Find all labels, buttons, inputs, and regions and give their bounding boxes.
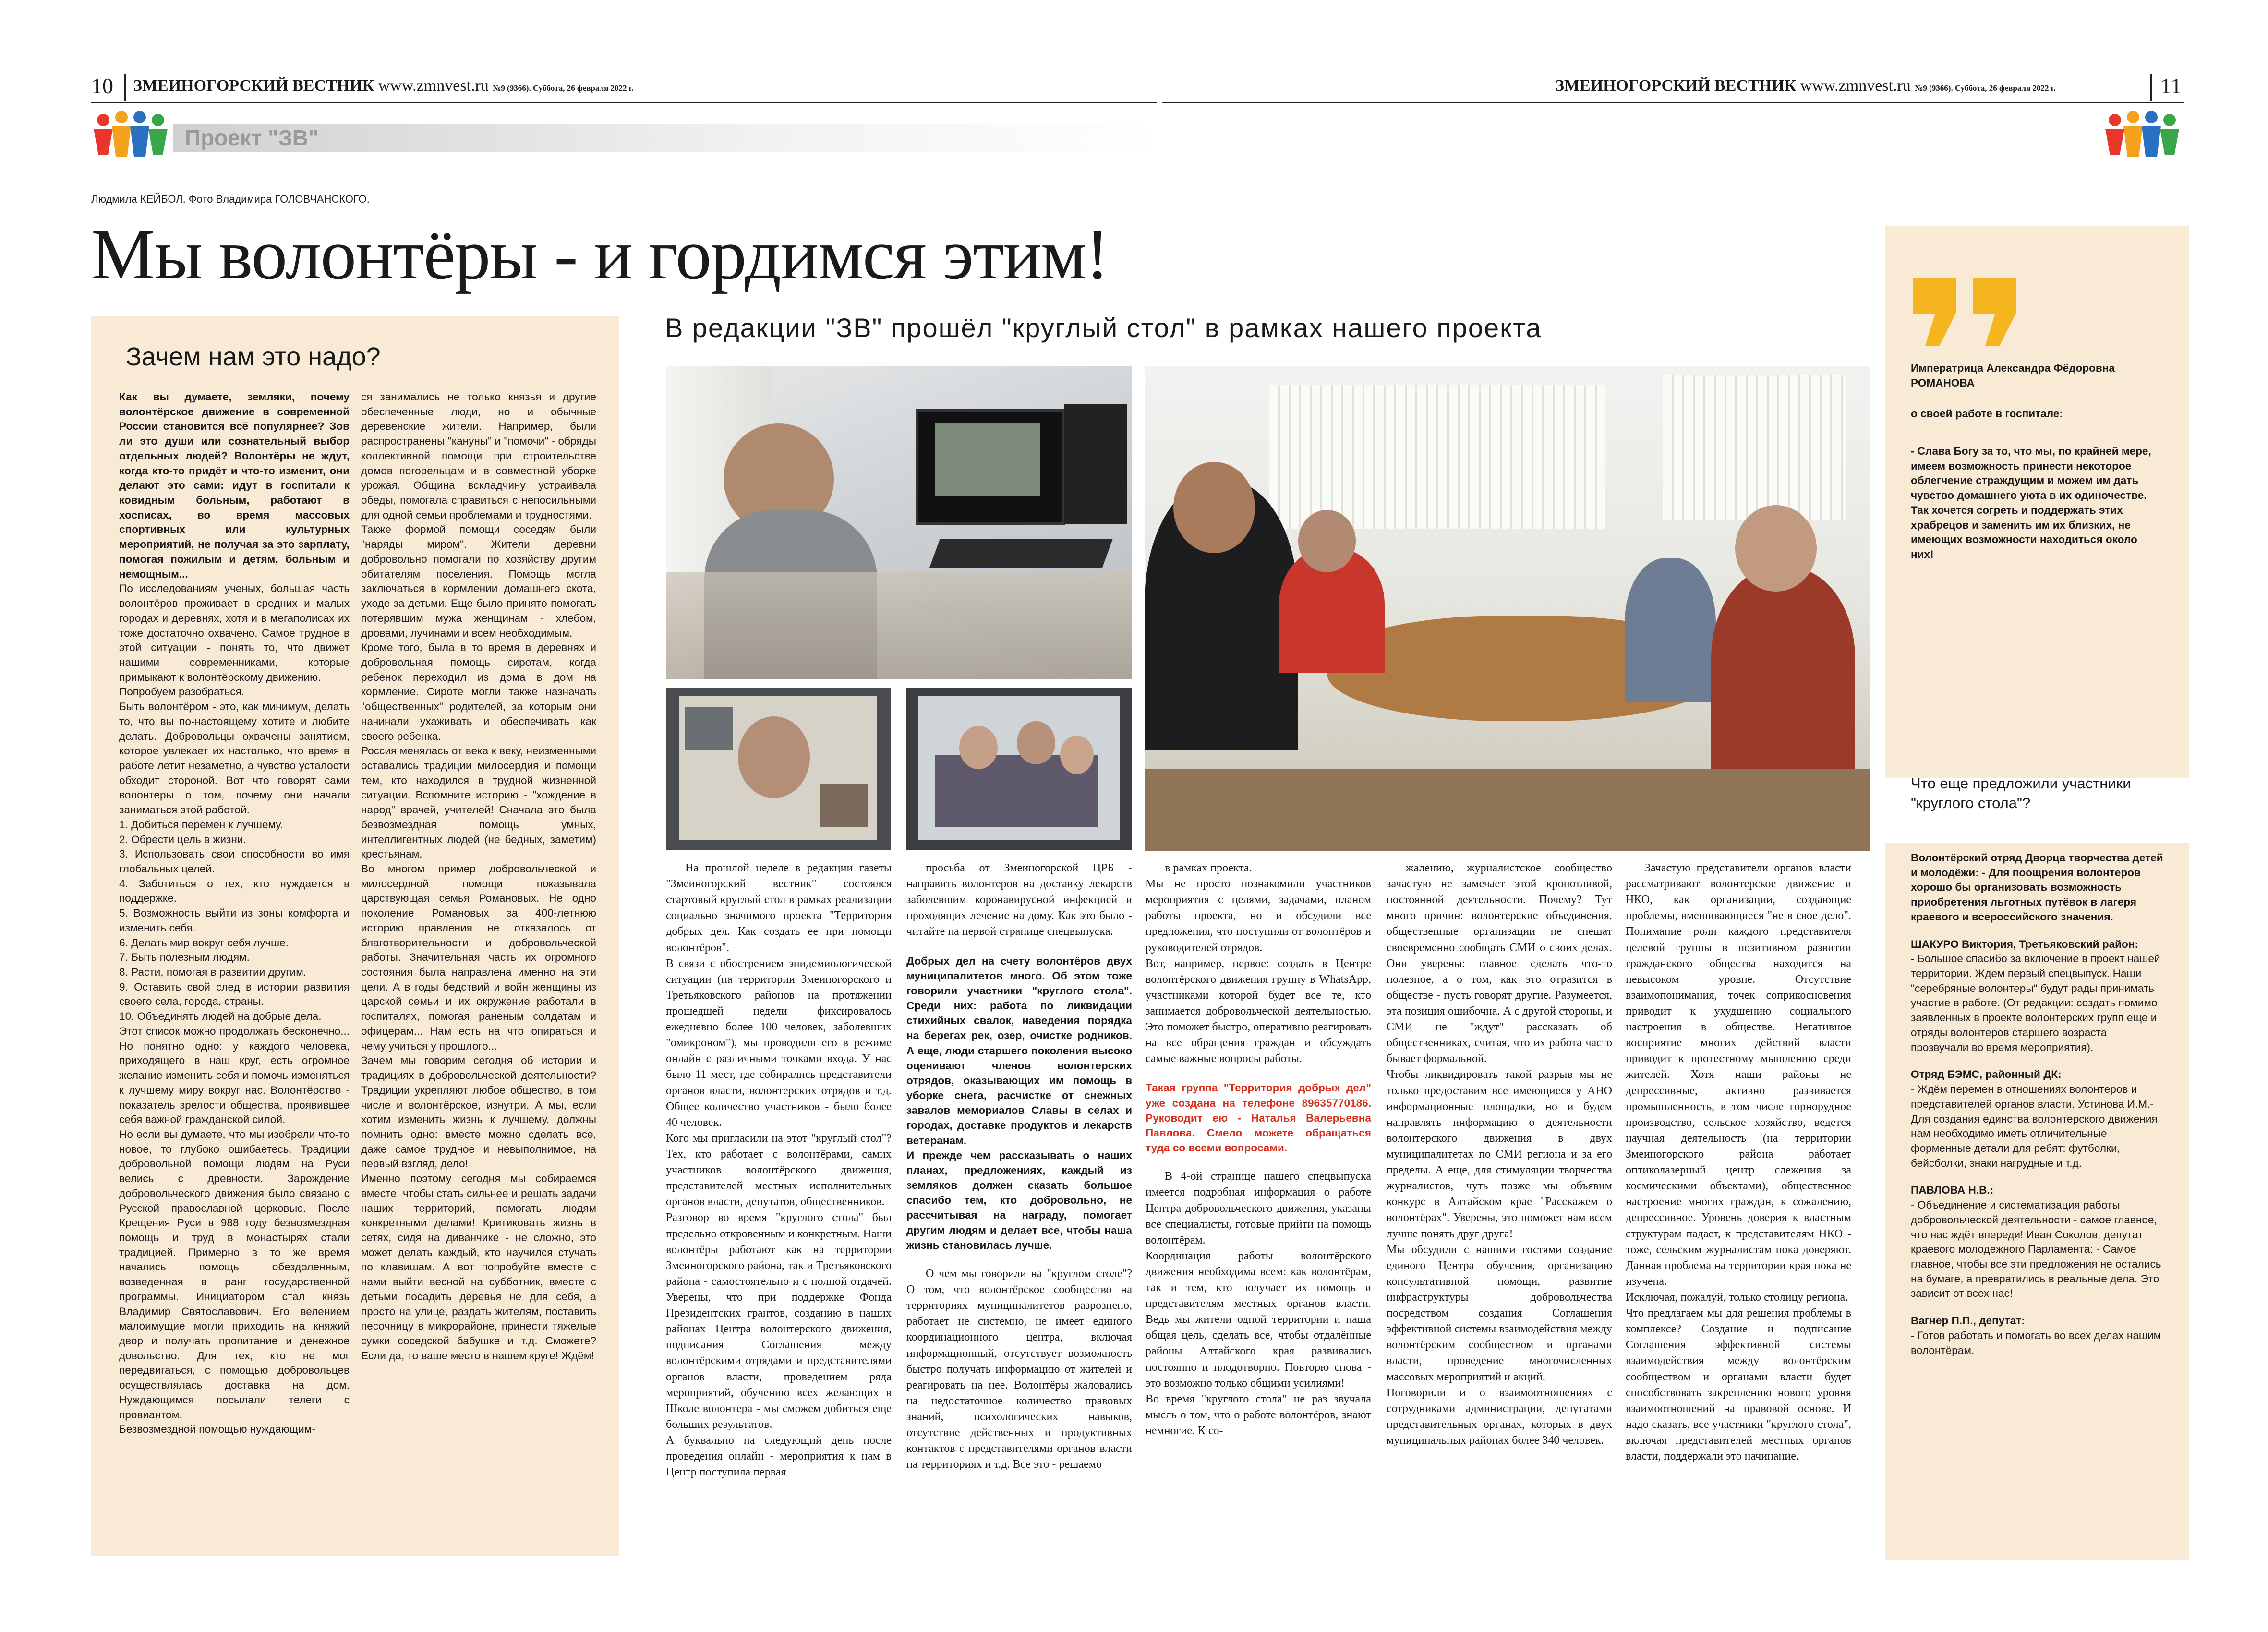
- photo-round-table: [1145, 366, 1870, 851]
- offer-item: [1911, 1067, 2165, 1171]
- offer-item: [1911, 1183, 2165, 1301]
- quote-marks-icon: [1913, 278, 2024, 348]
- quote-text: - Слава Богу за то, что мы, по крайней мере, имеем возможность принести некоторое облегчение страждущим и можем им дать чувство домашнего уюта в их одиночестве. Так хочется согреть и поддержать этих храбрецов и заменить им их близких, не имеющих возможности находиться около них!: [1911, 445, 2151, 561]
- body-col3-highlight: Такая группа "Территория добрых дел" уже создана на телефоне 89635770186. Руководит ею - Наталья Валерьевна Павлова. Смело можете обращаться туда со всеми вопросами.: [1146, 1082, 1371, 1154]
- offer-text: - Для поощрения волонтеров хорошо бы организовать возможность приобретения льготных путёвок в лагеря краевого и всероссийского значения.: [1911, 866, 2141, 923]
- offer-author: ШАКУРО Виктория, Третьяковский район:: [1911, 938, 2139, 950]
- sidebar-column-1: [119, 390, 350, 1552]
- offer-text: - Объединение и систематизация работы добровольческой деятельности - самое главное, что нас ждёт впереди! Иван Соколов, депутат краевого молодежного Парламента: - Самое главное, чтобы все эти предложения не остались на бумаге, а превратились в реальные дела. Это зависит от всех нас!: [1911, 1199, 2161, 1300]
- left-issue: №9 (9366). Суббота, 26 февраля 2022 г.: [493, 84, 634, 93]
- offer-author: Отряд БЭМС, районный ДК:: [1911, 1068, 2062, 1081]
- sidebar-heading: Зачем нам это надо?: [126, 342, 381, 371]
- sidebar-column-2: [361, 390, 596, 1552]
- quote-author: Императрица Александра Фёдоровна РОМАНОВА: [1911, 362, 2115, 389]
- offer-author: Волонтёрский отряд Дворца творчества детей и молодёжи:: [1911, 852, 2163, 879]
- sidebar-col1-text: По исследованиям ученых, большая часть волонтёров проживает в средних и малых городах и деревнях, хотя и в мегаполисах их тоже достаточно охвачено. Самое трудное в этой ситуации - понять то, что движет нашими современниками, которые примыкают к волонтёрскому движению. Попробуем разобраться. Быть волонтёром - это, как минимум, делать то, что вы по-настоящему хотите и любите делать. Добровольцы охвачены занятием, которое увлекает их настолько, что время в работе летит незаметно, а чувство усталости обходит стороной. Вот что говорят сами волонтеры о том, почему они начали заниматься этой работой. 1. Добиться перемен к лучшему. 2. Обрести цель в жизни. 3. Использовать свои способности во имя глобальных целей. 4. Заботиться о тех, кто нуждается в поддержке. 5. Возможность выйти из зоны комфорта и изменить себя. 6. Делать мир вокруг себя лучше. 7. Быть полезным людям. 8. Расти, помогая в развитии другим. 9. Оставить свой след в истории развития своего села, города, страны. 10. Объединять людей на добрые дела. Этот список можно продолжать бесконечно... Но понятно одно: у каждого человека, приходящего в наш круг, есть огромное желание изменить себя и помочь изменяться к лучшему миру вокруг нас. Волонтёрство - показатель зрелости общества, проявившее себя важной гражданской силой. Но если вы думаете, что мы изобрели что-то новое, то глубоко ошибаетесь. Традиции добровольной помощи людям на Руси велись с древности. Зарождение добровольческого движения было связано с Русской православной церковью. После Крещения Руси в 988 году безвозмездная помощь и труд в монастырях стали традицией. Примерно в то же время начались помощь обездоленным, возведенная в ранг государственной программы. Инициатором стал князь Владимир Святославович. Его велением малоимущие могли приходить на княжий двор и получать пропитание и денежное довольство. Для тех, кто не мог передвигаться, с помощью добровольцев осуществлялась доставка на дом. Нуждающимся посылали телеги с провиантом. Безвозмездной помощью нуждающим-: [119, 582, 350, 1436]
- offer-text: - Ждём перемен в отношениях волонтеров и представителей органов власти. Устинова И.М.- Для создания единства волонтерского движения нам необходимо иметь отличительные форменные детали для ребят: футболки, бейсболки, знаки нагрудные и т.д.: [1911, 1083, 2158, 1169]
- left-site: www.zmnvest.ru: [378, 77, 489, 95]
- body-col3-top: в рамках проекта. Мы не просто познакомили участников мероприятия с целями, задачами, планом работы проекта, но и обсудили все предложения, что поступили от волонтёров и руководителей отрядов. Вот, например, первое: создать в Центре волонтёрского движения группу в WhatsApp, участниками которой будет все те, кто занимается добровольческой деятельностью. Это поможет быстро, оперативно реагировать на все обращения граждан и обсуждать самые важные вопросы работы.: [1146, 862, 1371, 1065]
- left-page-number: 10: [91, 73, 113, 98]
- body-col3-bottom: В 4-ой странице нашего спецвыпуска имеется подробная информация о работе Центра добровольческого движения, указаны все специалисты, готовые прийти на помощь волонтёрам. Координация работы волонтёрского движения необходима всем: как волонтёрам, так и тем, кто получает их помощь и представителям местных органов власти. Ведь мы жители одной территории и наша общая цель, сделать все, чтобы отдалённые районы Алтайского края развивались постоянно и плодотворно. Повторю снова - это возможно только общими усилиями! Во время "круглого стола" не раз звучала мысль о том, что о работе волонтёров, знают немногие. К со-: [1146, 1170, 1371, 1438]
- body-col4-text: жалению, журналистское сообщество зачастую не замечает этой кропотливой, постоянной деятельности. Почему? Тут много причин: волонтерские объединения, общественные организации не спешат своевременно сообщать СМИ о своих делах. Они уверены: главное сделать что-то полезное, а о том, как это отразится в обществе - пусть говорят другие. Разумеется, эта позиция ошибочна. А с другой стороны, и СМИ не "ждут" рассказать об общественниках, считая, что их работа часто бывает формальной. Чтобы ликвидировать такой разрыв мы не только предоставим все имеющиеся у АНО информационные площадки, но и будем направлять информацию о деятельности волонтерского движения в двух муниципалитетах по СМИ региона и за его пределы. А еще, для стимуляции творчества журналистов, чуть позже мы объявим конкурс в Алтайском крае "Расскажем о волонтёрах". Уверены, это поможет нам всем лучше понять друг друга! Мы обсудили с нашими гостями создание единого Центра обучения, организацию консультативной помощи, развитие инфраструктуры добровольчества посредством создания Соглашения эффективной системы взаимодействия между волонтёрским сообществом и органами власти, проведение многочисленных массовых мероприятий и акций. Поговорили и о взаимоотношениях с сотрудниками администрации, депутатами представительных органах, которых в двух муниципальных районах более 340 человек.: [1387, 862, 1612, 1447]
- offer-author: Вагнер П.П., депутат:: [1911, 1315, 2025, 1327]
- body-column-1: [666, 860, 892, 1561]
- left-header: [133, 77, 634, 95]
- offers-list: [1911, 851, 2165, 1552]
- photo-man-at-computer: [666, 366, 1132, 679]
- body-column-3: [1146, 860, 1371, 1561]
- people-logo-icon: [2100, 109, 2184, 162]
- quote-context: о своей работе в госпитале:: [1911, 408, 2063, 420]
- body-column-2: [906, 860, 1132, 1561]
- offer-item: [1911, 1314, 2165, 1358]
- body-column-4: [1387, 860, 1612, 1561]
- sidebar-col2-text: ся занимались не только князья и другие обеспеченные люди, но и обычные деревенские жители. Например, были распространены "кануны" и "помочи" - обряды коллективной помощи при строительстве домов погорельцам и в совместной уборке урожая. Община вскладчину устраивала обеды, помогала справиться с непосильными для одной семьи проблемами и трудностями. Также формой помощи соседям были "наряды миром". Жители деревни добровольно помогали по хозяйству другим обитателям поселения. Помощь могла заключаться в кормлении домашнего скота, уходе за детьми. Еще было принято помогать потерявшим мужа женщинам - хлебом, дровами, лучинами и всем необходимым. Кроме того, была в то время в деревнях и добровольная помощь сиротам, когда ребенок переходил из дома в дом на кормление. Сироте могли также назначать "общественных" родителей, за которым они начинали ухаживать и обеспечивать как своего ребенка. Россия менялась от века к веку, неизменными оставались традиции милосердия и помощи тем, кто находился в трудной жизненной ситуации. Вспомните историю - "хождение в народ" врачей, учителей! Сначала это была безвозмездная помощь умных, интеллигентных людей (не бедных, заметим) крестьянам. Во многом пример добровольческой и милосердной помощи показывала царствующая семья Романовых. Не одно поколение Романовых за 400-летнюю историю правления не отказалось от благотворительности и добровольческой работы. Значительная часть их огромного состояния была направлена именно на эти цели. А в годы бедствий и войн женщины из царской семьи и их окружение работали в госпиталях, помогая раненым солдатам и офицерам... Нам есть на что опираться и чему учиться у прошлого... Зачем мы говорим сегодня об истории и традициях в добровольческой деятельности? Традиции укрепляют любое общество, в том числе и волонтёрское, изнутри. А мы, если хотим изменить жизнь к лучшему, должны помнить одно: вместе можно сделать все, даже самое трудное и невыполнимое, на первый взгляд, дело! Именно поэтому сегодня мы собираемся вместе, чтобы стать сильнее и решать задачи наших территорий, помогать людям конкретными делами! Критиковать жизнь в сетях, сидя на диванчике - не сложно, это может делать каждый, кто научился стучать по клавишам. А вот попробуйте вместе с нами выйти весной на субботник, вместе с детьми посадить деревья не для себя, а просто на улице, раздать жителям, поставить песочницу в микрорайоне, принести тяжелые сумки соседской бабушке и т.д. Сможете? Если да, то ваше место в нашем круге! Ждём!: [361, 391, 596, 1362]
- sidebar-intro: Как вы думаете, земляки, почему волонтёрское движение в современной России становится всё популярнее? Зов ли это души или сознательный выбор отдельных людей? Волонтёры не ждут, когда кто-то придёт и что-то изменит, они делают это сами: идут в госпитали к ковидным больным, работают в хосписах, во время массовых спортивных или культурных мероприятий, не получая за это зарплату, помогая пожилым и детям, больным и немощным...: [119, 391, 350, 580]
- right-site: www.zmnvest.ru: [1800, 77, 1911, 95]
- header-rule-right: [1162, 102, 2184, 103]
- people-logo-icon: [89, 109, 173, 162]
- body-col2-bold: Добрых дел на счету волонтёров двух муниципалитетов много. Об этом тоже говорили участники "круглого стола". Среди них: работа по ликвидации стихийных свалок, наведения порядка на берегах рек, озер, очистке родников. А еще, люди старшего поколения высоко оценивают членов волонтерских отрядов, оказывающих им помощь в уборке снега, расчистке от снежных завалов мемориалов Славы в селах и городах, доставке продуктов и лекарств ветеранам. И прежде чем рассказывать о наших планах, предложениях, каждый из земляков должен сказать большое спасибо тем, кто добровольно, не рассчитывая на награду, помогает другим людям и делает все, чтобы наша жизнь становилась лучше.: [906, 955, 1132, 1251]
- right-page-number: 11: [2160, 73, 2182, 98]
- project-label: Проект "ЗВ": [185, 125, 319, 150]
- article-title: Мы волонтёры - и гордимся этим!: [91, 215, 1109, 294]
- body-col2-bottom: О чем мы говорили на "круглом столе"? О том, что волонтёрское сообщество на территориях муниципалитетов разрознено, работает не системно, не имеет единого координационного центра, включая информационный, отсутствует возможность быстро получать информацию от жителей и реагировать на нее. Волонтёры жаловались на недостаточное количество правовых знаний, психологических навыков, отсутствие действенных и продуктивных контактов с представителями органов власти на территориях и т.д. Все это - решаемо: [906, 1267, 1132, 1471]
- offers-heading: Что еще предложили участники "круглого стола"?: [1911, 775, 2131, 811]
- header-rule-left: [91, 102, 1157, 103]
- offer-item: [1911, 851, 2165, 925]
- body-column-5: [1626, 860, 1851, 1561]
- article-credit: Людмила КЕЙБОЛ. Фото Владимира ГОЛОВЧАНСКОГО.: [91, 193, 370, 205]
- right-issue: №9 (9366). Суббота, 26 февраля 2022 г.: [1915, 84, 2056, 93]
- offer-text: - Готов работать и помогать во всех делах нашим волонтёрам.: [1911, 1329, 2161, 1356]
- right-header: [1556, 77, 2056, 95]
- header-divider-left: [124, 74, 126, 101]
- body-col2-top: просьба от Змеиногорской ЦРБ - направить волонтеров на доставку лекарств заболевшим коронавирусной инфекцией и проходящих лечение на дому. Как это было - читайте на первой странице спецвыпуска.: [906, 862, 1132, 938]
- article-subtitle: В редакции "ЗВ" прошёл "круглый стол" в рамках нашего проекта: [665, 313, 1542, 343]
- right-newspaper-name: ЗМЕИНОГОРСКИЙ ВЕСТНИК: [1556, 77, 1797, 95]
- offer-author: ПАВЛОВА Н.В.:: [1911, 1184, 1994, 1197]
- photo-video-call-2: [906, 688, 1132, 850]
- project-band: [173, 124, 1157, 152]
- offer-text: - Большое спасибо за включение в проект нашей территории. Ждем первый спецвыпуск. Наши "серебряные волонтеры" будут рады принимать участие в работе. (От редакции: создать помимо заявленных в проекте волонтерских групп еще и отряды волонтеров старшего возраста прозвучали во время мероприятия).: [1911, 953, 2160, 1053]
- left-newspaper-name: ЗМЕИНОГОРСКИЙ ВЕСТНИК: [133, 77, 374, 95]
- header-divider-right: [2150, 74, 2152, 101]
- body-col1-text: На прошлой неделе в редакции газеты "Змеиногорский вестник" состоялся стартовый круглый стол в рамках реализации социально значимого проекта "Территория добрых дел. Как создать ее при помощи волонтёров". В связи с обострением эпидемиологической ситуации (на территории Змеиногорского и Третьяковского районов на протяжении прошедшей недели фиксировалось ежедневно более 100 человек, заболевших "омикроном"), мы проводили его в режиме онлайн с различными точками входа. У нас было 11 мест, где собирались представители органов власти, волонтерских отрядов и т.д. Общее количество участников - было более 40 человек. Кого мы пригласили на этот "круглый стол"? Тех, кто работает с волонтёрами, самих участников волонтёрского движения, представителей местных исполнительных органов власти, депутатов, общественников. Разговор во время "круглого стола" был предельно откровенным и конкретным. Наши волонтёры работают как на территории Змеиногорского района, так и Третьяковского района - самостоятельно и с полной отдачей. Уверены, что при поддержке Фонда Президентских грантов, созданию в наших районах Центра волонтерского движения, подписания Соглашения между волонтёрскими отрядами и представителями органов власти, проведением ряда мероприятий, обучению всех желающих в Школе волонтера - мы сможем добиться еще больших результатов. А буквально на следующий день после проведения онлайн - мероприятия к нам в Центр поступила первая: [666, 862, 892, 1479]
- offer-item: [1911, 937, 2165, 1055]
- body-col5-text: Зачастую представители органов власти рассматривают волонтерское движение и НКО, как организации, создающие проблемы, вмешивающиеся "не в свое дело". Понимание роли каждого представителя целевой группы в позитивном развитии гражданского общества находится на невысоком уровне. Отсутствие взаимопонимания, точек соприкосновения приводит к ухудшению социального настроения в обществе. Негативное восприятие многих действий власти приводит к протестному мышлению среди жителей. Хотя наши районы не депрессивные, активно развивается промышленность, в том числе горнорудное производство, сельское хозяйство, ведется научная деятельность (на территории Змеиногорского района работает оптиколазерный центр слежения за космическими объектами), общественное настроение многих граждан, к сожалению, депрессивное. Уровень доверия к властным структурам падает, к представителям НКО - тоже, сельским журналистам пока доверяют. Данная проблема на территории края пока не изучена. Исключая, пожалуй, только столицу региона. Что предлагаем мы для решения проблемы в комплексе? Создание и подписание Соглашения эффективной системы взаимодействия между волонтёрским сообществом и органами власти будет способствовать закреплению нового уровня взаимоотношений на правовой основе. И надо сказать, все участники "круглого стола", включая представителей местных органов власти, поддержали это начинание.: [1626, 862, 1851, 1463]
- photo-video-call-1: [666, 688, 891, 850]
